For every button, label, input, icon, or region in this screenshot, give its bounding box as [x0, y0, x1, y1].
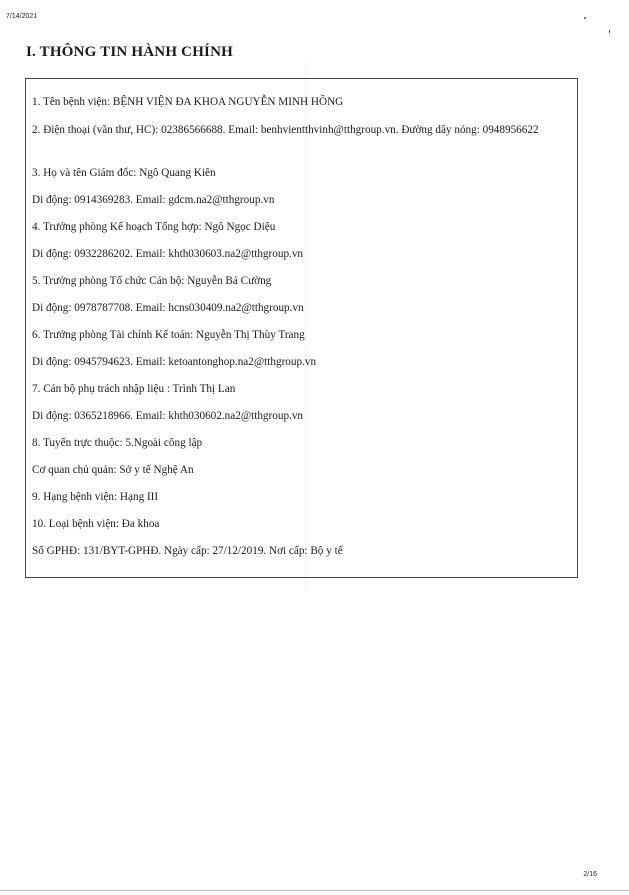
- governing-agency-line: Cơ quan chủ quản: Sở y tế Nghệ An: [32, 464, 194, 476]
- license-line: Số GPHĐ: 131/BYT-GPHĐ. Ngày cấp: 27/12/2019. Nơi cấp: Bộ y tế: [32, 545, 343, 557]
- director-contact-line: Di động: 0914369283. Email: gdcm.na2@tthgroup.vn: [32, 194, 275, 206]
- finance-head-contact-line: Di động: 0945794623. Email: ketoantonghop.na2@tthgroup.vn: [32, 356, 317, 368]
- phone-email-hotline-line: 2. Điện thoại (văn thư, HC): 02386566688. Email: benhvientthvinh@tthgroup.vn. Đường dây nóng: 0948956622: [32, 124, 539, 136]
- section-title: I. THÔNG TIN HÀNH CHÍNH: [26, 44, 233, 60]
- page-number: 2/16: [583, 871, 597, 878]
- personnel-head-line: 5. Trưởng phòng Tổ chức Cán bộ: Nguyễn Bá Cường: [32, 275, 272, 287]
- personnel-head-contact-line: Di động: 0978787708. Email: hcns030409.na2@tthgroup.vn: [32, 302, 304, 314]
- print-date: 7/14/2021: [6, 13, 38, 20]
- data-entry-officer-contact-line: Di động: 0365218966. Email: khth030602.na2@tthgroup.vn: [32, 410, 304, 422]
- scan-speck: [584, 17, 586, 19]
- affiliation-line: 8. Tuyến trực thuộc: 5.Ngoài công lập: [32, 437, 203, 449]
- finance-head-line: 6. Trưởng phòng Tài chính Kế toán: Nguyễn Thị Thùy Trang: [32, 329, 305, 341]
- scan-speck: [609, 30, 610, 33]
- data-entry-officer-line: 7. Cán bộ phụ trách nhập liệu : Trình Thị Lan: [32, 383, 236, 395]
- hospital-name-line: 1. Tên bệnh viện: BỆNH VIỆN ĐA KHOA NGUYỄN MINH HỒNG: [32, 96, 344, 108]
- page-bottom-edge: [0, 890, 629, 891]
- director-name-line: 3. Họ và tên Giám đốc: Ngô Quang Kiên: [32, 167, 216, 179]
- hospital-rank-line: 9. Hạng bệnh viện: Hạng III: [32, 491, 159, 503]
- planning-head-line: 4. Trưởng phòng Kế hoạch Tổng hợp: Ngô Ngọc Diệu: [32, 221, 276, 233]
- planning-head-contact-line: Di động: 0932286202. Email: khth030603.na2@tthgroup.vn: [32, 248, 304, 260]
- hospital-type-line: 10. Loại bệnh viện: Đa khoa: [32, 518, 160, 530]
